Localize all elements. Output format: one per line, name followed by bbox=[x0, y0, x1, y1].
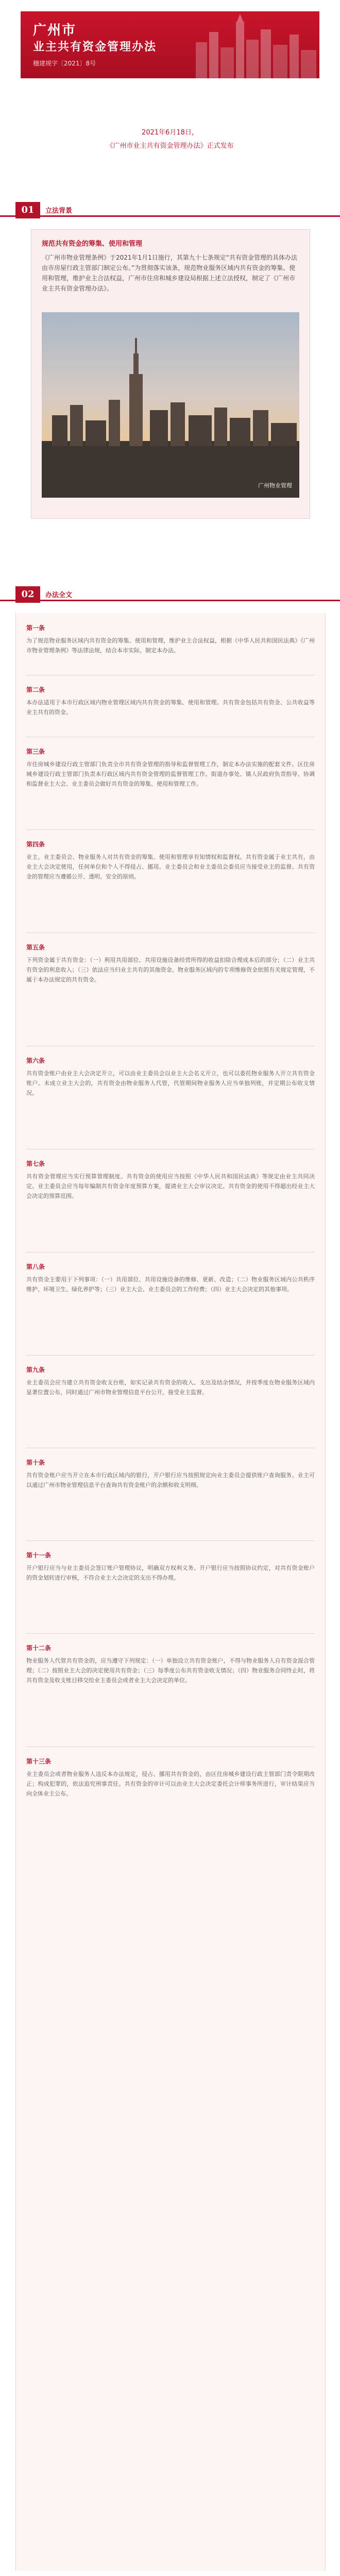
section-2-number: 02 bbox=[15, 586, 40, 603]
article-title: 第十二条 bbox=[26, 1645, 52, 1652]
article-4 bbox=[26, 840, 315, 882]
skyline-icon bbox=[42, 312, 299, 498]
article-5 bbox=[26, 943, 315, 985]
article-11 bbox=[26, 1551, 315, 1583]
article-divider bbox=[26, 1633, 315, 1634]
article-text: 共有资金账户由业主大会决定开立，可以由业主委员会以业主大会名义开立，也可以委托物业服务人开立共有资金账户。未成立业主大会的，共有资金由物业服务人代管，代管期间物业服务人应当单独列账，并定期公布收支情况。 bbox=[26, 1070, 315, 1096]
article-title: 第五条 bbox=[26, 944, 45, 951]
city-skyline-photo bbox=[42, 312, 299, 498]
article-6 bbox=[26, 1056, 315, 1098]
article-text: 业主委员会应当建立共有资金收支台账，如实记录共有资金的收入、支出及结余情况，并按季度在物业服务区域内显著位置公布，同时通过广州市物业管理信息平台公开，接受业主监督。 bbox=[26, 1379, 315, 1396]
article-title: 第十三条 bbox=[26, 1758, 52, 1765]
section-1-label: 立法背景 bbox=[45, 207, 73, 215]
article-2 bbox=[26, 685, 315, 717]
article-text: 本办法适用于本市行政区域内物业管理区域内共有资金的筹集、使用和管理。共有资金包括共有资金、公共收益等业主共有的资金。 bbox=[26, 699, 315, 716]
article-title: 第六条 bbox=[26, 1057, 45, 1064]
article-text: 开户银行应当与业主委员会签订账户管理协议，明确双方权利义务。开户银行应当按照协议约定，对共有资金账户的资金划转进行审核，不符合业主大会决定的支出不得办理。 bbox=[26, 1565, 315, 1581]
header-banner bbox=[21, 11, 319, 78]
article-title: 第四条 bbox=[26, 841, 45, 848]
article-text: 业主、业主委员会、物业服务人对共有资金的筹集、使用和管理享有知情权和监督权。共有资金属于业主共有，由业主大会决定使用，任何单位和个人不得侵占、挪用。业主委员会和业主委员会委员应当接受业主的监督。共有资金的管理应当遵循公开、透明、安全的原则。 bbox=[26, 854, 315, 880]
section-2-label: 办法全文 bbox=[45, 591, 73, 599]
article-title: 第七条 bbox=[26, 1160, 45, 1167]
section-2-header bbox=[0, 586, 340, 605]
article-8 bbox=[26, 1262, 315, 1294]
article-text: 业主委员会或者物业服务人违反本办法规定，侵占、挪用共有资金的，由区住房城乡建设行政主管部门责令限期改正；构成犯罪的，依法追究刑事责任。共有资金的审计可以由业主大会决定委托会计师事务所进行，审计结果应当向全体业主公布。 bbox=[26, 1771, 315, 1797]
article-title: 第二条 bbox=[26, 686, 45, 693]
article-title: 第九条 bbox=[26, 1366, 45, 1374]
article-text: 共有资金管理应当实行预算管理制度。共有资金的使用应当按照《中华人民共和国民法典》等规定由业主共同决定。业主委员会应当每年编制共有资金年度预算方案，提请业主大会审议决定。共有资金的使用不得超出经业主大会决定的预算范围。 bbox=[26, 1173, 315, 1199]
background-card bbox=[31, 229, 310, 519]
background-subhead: 规范共有资金的筹集、使用和管理 bbox=[42, 240, 143, 248]
buildings-illustration bbox=[191, 11, 319, 78]
article-text: 物业服务人代管共有资金的，应当遵守下列规定：（一）单独设立共有资金账户，不得与物业服务人自有资金混合管理；（二）按照业主大会的决定使用共有资金；（三）每季度公布共有资金收支情况；（四）物业服务合同终止时，将共有资金及收支账目移交给业主委员会或者业主大会决定的单位。 bbox=[26, 1657, 315, 1684]
publication-notice: 《广州市业主共有资金管理办法》正式发布 bbox=[106, 142, 234, 150]
article-text: 为了规范物业服务区域内共有资金的筹集、使用和管理，维护业主合法权益，根据《中华人民共和国民法典》《广州市物业管理条例》等法律法规，结合本市实际，制定本办法。 bbox=[26, 637, 315, 654]
header-title: 业主共有资金管理办法 bbox=[33, 41, 157, 54]
article-3 bbox=[26, 747, 315, 789]
article-title: 第十一条 bbox=[26, 1552, 52, 1559]
article-text: 共有资金账户应当开立在本市行政区域内的银行，开户银行应当按照规定向业主委员会提供账户查询服务。业主可以通过广州市物业管理信息平台查询共有资金账户的余额和收支明细。 bbox=[26, 1472, 315, 1488]
header-city: 广州市 bbox=[33, 23, 77, 38]
article-title: 第十条 bbox=[26, 1459, 45, 1466]
article-1 bbox=[26, 623, 315, 655]
article-title: 第三条 bbox=[26, 748, 45, 755]
section-1-rule bbox=[0, 215, 340, 217]
section-1-number: 01 bbox=[15, 202, 40, 218]
background-paragraph: 《广州市物业管理条例》于2021年1月1日施行，其第九十七条规定“共有资金管理的具体办法由市房屋行政主管部门制定公布。”为贯彻落实该条，规范物业服务区域内共有资金的筹集、使用和管理，维护业主合法权益，广州市住房和城乡建设局根据上述立法授权，制定了《广州市业主共有资金管理办法》。 bbox=[42, 254, 298, 292]
article-12 bbox=[26, 1643, 315, 1685]
header-doc-number: 穗建规字〔2021〕8号 bbox=[33, 60, 96, 67]
publication-date: 2021年6月18日， bbox=[142, 129, 198, 137]
article-title: 第一条 bbox=[26, 624, 45, 632]
full-text-panel bbox=[15, 613, 326, 2571]
article-text: 市住房城乡建设行政主管部门负责全市共有资金管理的指导和监督管理工作，制定本办法实施的配套文件。区住房城乡建设行政主管部门负责本行政区域内共有资金管理的监督管理工作。街道办事处、镇人民政府负责指导、协调和监督业主大会、业主委员会做好共有资金的筹集、使用和管理工作。 bbox=[26, 761, 315, 787]
article-text: 共有资金主要用于下列事项：（一）共用部位、共用设施设备的维修、更新、改造；（二）物业服务区域内公共秩序维护、环境卫生、绿化养护等；（三）业主大会、业主委员会的工作经费；（四）业主大会决定的其他事项。 bbox=[26, 1276, 315, 1293]
article-7 bbox=[26, 1159, 315, 1201]
article-divider bbox=[26, 829, 315, 830]
section-1-header bbox=[0, 202, 340, 221]
publication-info bbox=[0, 126, 340, 153]
photo-watermark: 广州物业管理 bbox=[258, 482, 292, 489]
article-10 bbox=[26, 1458, 315, 1490]
section-2-rule bbox=[0, 600, 340, 601]
article-divider bbox=[26, 1540, 315, 1541]
article-9 bbox=[26, 1365, 315, 1397]
article-title: 第八条 bbox=[26, 1263, 45, 1270]
article-13 bbox=[26, 1757, 315, 1799]
buildings-icon bbox=[191, 11, 319, 78]
article-text: 下列资金属于共有资金：（一）利用共用部位、共用设施设备经营所得的收益扣除合理成本后的部分；（二）业主共有资金的利息收入；（三）依法应当归业主共有的其他资金。物业服务区域内的专项维修资金依照有关规定管理，不属于本办法规定的共有资金。 bbox=[26, 957, 315, 983]
